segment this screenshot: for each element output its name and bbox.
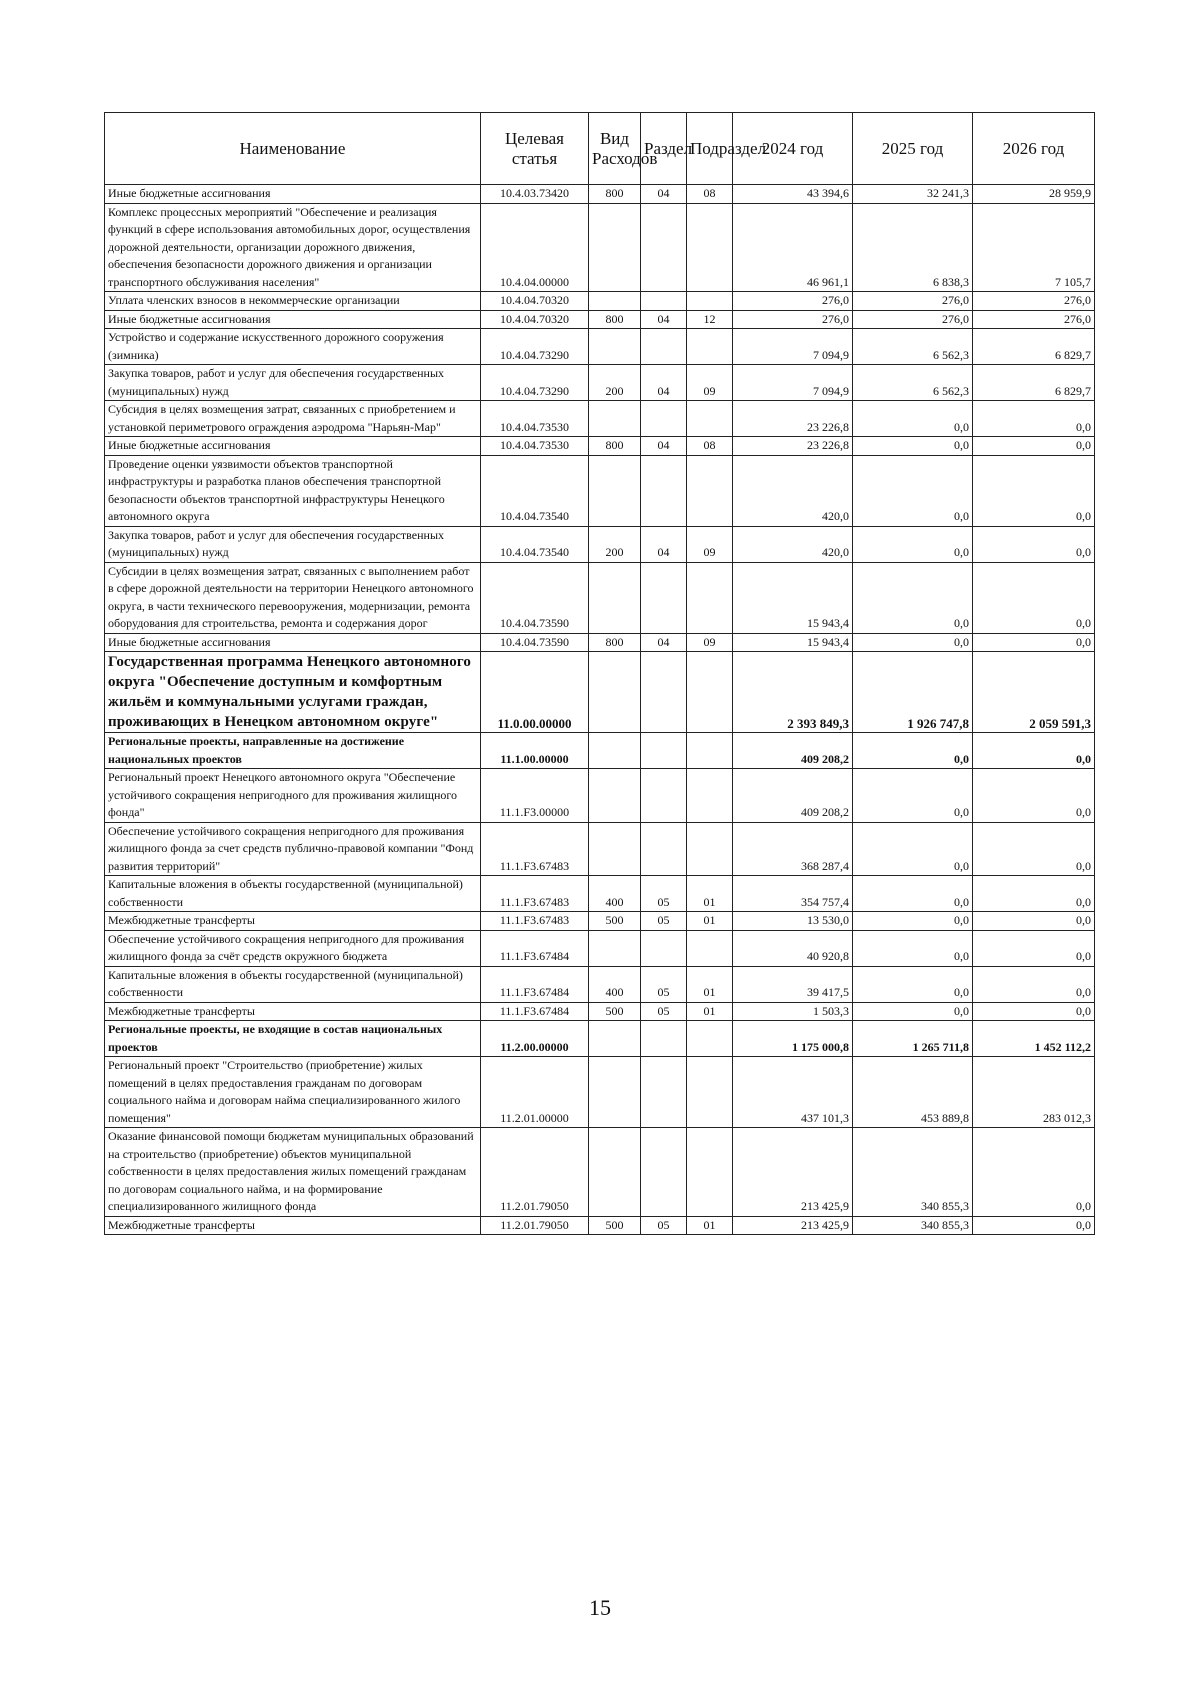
cell-name: Уплата членских взносов в некоммерческие организации (105, 292, 481, 311)
cell-2025: 6 562,3 (853, 329, 973, 365)
header-2026: 2026 год (973, 113, 1095, 185)
cell-type: 400 (589, 876, 641, 912)
cell-section (641, 329, 687, 365)
cell-2025: 340 855,3 (853, 1128, 973, 1217)
cell-name: Региональные проекты, не входящие в состав национальных проектов (105, 1021, 481, 1057)
cell-type (589, 455, 641, 526)
cell-2024: 1 175 000,8 (733, 1021, 853, 1057)
cell-name: Межбюджетные трансферты (105, 1216, 481, 1235)
cell-subsection (687, 562, 733, 633)
cell-section (641, 1057, 687, 1128)
cell-target: 10.4.04.73290 (481, 365, 589, 401)
cell-2026: 0,0 (973, 733, 1095, 769)
table-row (105, 455, 1095, 526)
cell-2026: 0,0 (973, 455, 1095, 526)
cell-2024: 46 961,1 (733, 203, 853, 292)
header-name: Наименование (105, 113, 481, 185)
cell-2025: 0,0 (853, 930, 973, 966)
cell-2025: 0,0 (853, 526, 973, 562)
cell-type: 200 (589, 365, 641, 401)
cell-2025: 0,0 (853, 1002, 973, 1021)
cell-target: 10.4.04.70320 (481, 310, 589, 329)
cell-section (641, 733, 687, 769)
cell-2026: 1 452 112,2 (973, 1021, 1095, 1057)
cell-name: Иные бюджетные ассигнования (105, 310, 481, 329)
cell-2025: 6 838,3 (853, 203, 973, 292)
cell-type (589, 769, 641, 823)
cell-2025: 0,0 (853, 562, 973, 633)
cell-name: Государственная программа Ненецкого автономного округа "Обеспечение доступным и комфортным жильём и коммунальными услугами граждан, проживающих в Ненецком автономном округе" (105, 652, 481, 733)
cell-2026: 276,0 (973, 292, 1095, 311)
table-row (105, 292, 1095, 311)
header-2024: 2024 год (733, 113, 853, 185)
cell-2026: 0,0 (973, 1128, 1095, 1217)
cell-2024: 420,0 (733, 455, 853, 526)
cell-2025: 340 855,3 (853, 1216, 973, 1235)
header-target: Целевая статья (481, 113, 589, 185)
cell-section: 05 (641, 1002, 687, 1021)
cell-2026: 0,0 (973, 526, 1095, 562)
cell-section: 05 (641, 1216, 687, 1235)
cell-section: 05 (641, 966, 687, 1002)
cell-2026: 283 012,3 (973, 1057, 1095, 1128)
cell-type: 500 (589, 1002, 641, 1021)
header-type: Вид Расходов (589, 113, 641, 185)
cell-section: 04 (641, 526, 687, 562)
cell-name: Закупка товаров, работ и услуг для обеспечения государственных (муниципальных) нужд (105, 526, 481, 562)
table-row (105, 930, 1095, 966)
cell-target: 11.1.F3.67483 (481, 822, 589, 876)
cell-section: 05 (641, 876, 687, 912)
cell-2025: 0,0 (853, 822, 973, 876)
cell-name: Капитальные вложения в объекты государственной (муниципальной) собственности (105, 966, 481, 1002)
cell-subsection: 01 (687, 1216, 733, 1235)
cell-2025: 276,0 (853, 292, 973, 311)
cell-target: 11.2.01.79050 (481, 1128, 589, 1217)
cell-section (641, 203, 687, 292)
cell-target: 11.2.01.00000 (481, 1057, 589, 1128)
cell-type: 800 (589, 633, 641, 652)
cell-2026: 0,0 (973, 1002, 1095, 1021)
cell-name: Межбюджетные трансферты (105, 912, 481, 931)
cell-target: 10.4.04.73590 (481, 633, 589, 652)
cell-name: Иные бюджетные ассигнования (105, 437, 481, 456)
cell-2024: 23 226,8 (733, 437, 853, 456)
cell-name: Комплекс процессных мероприятий "Обеспечение и реализация функций в сфере использования автомобильных дорог, осуществления дорожной деятельности, организации дорожного движения, обеспечения безопасности дорожного движения и организации транспортного обслуживания населения" (105, 203, 481, 292)
cell-2026: 0,0 (973, 1216, 1095, 1235)
cell-subsection: 08 (687, 185, 733, 204)
cell-type (589, 562, 641, 633)
cell-section: 04 (641, 365, 687, 401)
cell-name: Устройство и содержание искусственного дорожного сооружения (зимника) (105, 329, 481, 365)
cell-section (641, 292, 687, 311)
cell-2024: 39 417,5 (733, 966, 853, 1002)
cell-section (641, 401, 687, 437)
cell-type: 200 (589, 526, 641, 562)
cell-target: 11.1.F3.67484 (481, 1002, 589, 1021)
cell-2025: 0,0 (853, 769, 973, 823)
cell-name: Оказание финансовой помощи бюджетам муниципальных образований на строительство (приобретение) объектов муниципальной собственности в целях предоставления жилых помещений гражданам по договорам социального найма, и на формирование специализированного жилищного фонда (105, 1128, 481, 1217)
cell-name: Региональный проект Ненецкого автономного округа "Обеспечение устойчивого сокращения непригодного для проживания жилищного фонда" (105, 769, 481, 823)
cell-target: 11.2.00.00000 (481, 1021, 589, 1057)
cell-2026: 0,0 (973, 401, 1095, 437)
cell-target: 10.4.04.73540 (481, 455, 589, 526)
cell-2024: 368 287,4 (733, 822, 853, 876)
cell-subsection (687, 292, 733, 311)
cell-type: 400 (589, 966, 641, 1002)
cell-type: 800 (589, 185, 641, 204)
page-number: 15 (589, 1595, 611, 1620)
table-row (105, 966, 1095, 1002)
cell-target: 10.4.03.73420 (481, 185, 589, 204)
table-row (105, 310, 1095, 329)
cell-2024: 15 943,4 (733, 562, 853, 633)
cell-type (589, 203, 641, 292)
cell-type (589, 329, 641, 365)
cell-2024: 7 094,9 (733, 365, 853, 401)
table-row (105, 769, 1095, 823)
cell-section: 04 (641, 185, 687, 204)
cell-subsection (687, 930, 733, 966)
cell-subsection (687, 329, 733, 365)
table-row (105, 1128, 1095, 1217)
cell-subsection: 09 (687, 365, 733, 401)
cell-section (641, 822, 687, 876)
table-row (105, 633, 1095, 652)
table-row (105, 401, 1095, 437)
table-row (105, 365, 1095, 401)
cell-section: 05 (641, 912, 687, 931)
cell-2026: 28 959,9 (973, 185, 1095, 204)
cell-subsection (687, 1128, 733, 1217)
cell-2026: 6 829,7 (973, 365, 1095, 401)
cell-name: Иные бюджетные ассигнования (105, 633, 481, 652)
cell-2026: 0,0 (973, 930, 1095, 966)
cell-target: 11.1.F3.00000 (481, 769, 589, 823)
cell-subsection: 01 (687, 966, 733, 1002)
cell-2026: 0,0 (973, 966, 1095, 1002)
cell-2025: 0,0 (853, 876, 973, 912)
cell-2024: 213 425,9 (733, 1128, 853, 1217)
cell-type (589, 1057, 641, 1128)
cell-subsection: 01 (687, 876, 733, 912)
cell-section (641, 455, 687, 526)
cell-2024: 354 757,4 (733, 876, 853, 912)
cell-subsection: 01 (687, 1002, 733, 1021)
cell-2026: 0,0 (973, 437, 1095, 456)
cell-type: 800 (589, 437, 641, 456)
cell-2026: 0,0 (973, 633, 1095, 652)
cell-2026: 0,0 (973, 822, 1095, 876)
cell-section: 04 (641, 437, 687, 456)
table-row (105, 437, 1095, 456)
header-row (105, 113, 1095, 185)
cell-2024: 43 394,6 (733, 185, 853, 204)
cell-type (589, 822, 641, 876)
cell-subsection: 09 (687, 633, 733, 652)
cell-subsection: 08 (687, 437, 733, 456)
cell-target: 10.4.04.73290 (481, 329, 589, 365)
cell-subsection (687, 203, 733, 292)
cell-subsection: 09 (687, 526, 733, 562)
cell-2026: 6 829,7 (973, 329, 1095, 365)
cell-subsection (687, 1057, 733, 1128)
cell-name: Капитальные вложения в объекты государственной (муниципальной) собственности (105, 876, 481, 912)
cell-2025: 0,0 (853, 437, 973, 456)
cell-name: Закупка товаров, работ и услуг для обеспечения государственных (муниципальных) нужд (105, 365, 481, 401)
cell-2024: 40 920,8 (733, 930, 853, 966)
table-row (105, 562, 1095, 633)
cell-section (641, 1021, 687, 1057)
cell-subsection (687, 401, 733, 437)
cell-target: 11.1.F3.67483 (481, 912, 589, 931)
cell-subsection (687, 733, 733, 769)
cell-type (589, 1128, 641, 1217)
cell-subsection (687, 769, 733, 823)
cell-target: 10.4.04.73540 (481, 526, 589, 562)
cell-2024: 15 943,4 (733, 633, 853, 652)
cell-target: 10.4.04.73530 (481, 401, 589, 437)
cell-2024: 13 530,0 (733, 912, 853, 931)
cell-2025: 453 889,8 (853, 1057, 973, 1128)
cell-name: Межбюджетные трансферты (105, 1002, 481, 1021)
cell-target: 10.4.04.73530 (481, 437, 589, 456)
cell-2024: 1 503,3 (733, 1002, 853, 1021)
cell-2026: 0,0 (973, 912, 1095, 931)
budget-table (104, 112, 1095, 1235)
cell-2026: 0,0 (973, 876, 1095, 912)
cell-name: Субсидия в целях возмещения затрат, связанных с приобретением и установкой периметрового ограждения аэродрома "Нарьян-Мар" (105, 401, 481, 437)
cell-2024: 2 393 849,3 (733, 652, 853, 733)
cell-subsection (687, 652, 733, 733)
cell-target: 11.0.00.00000 (481, 652, 589, 733)
cell-2024: 276,0 (733, 292, 853, 311)
cell-name: Региональный проект "Строительство (приобретение) жилых помещений в целях предоставления гражданам по договорам социального найма и договорам найма специализированного жилого помещения" (105, 1057, 481, 1128)
cell-section (641, 652, 687, 733)
table-row (105, 733, 1095, 769)
cell-name: Иные бюджетные ассигнования (105, 185, 481, 204)
table-row (105, 1216, 1095, 1235)
table-row (105, 876, 1095, 912)
cell-2025: 1 265 711,8 (853, 1021, 973, 1057)
cell-type: 500 (589, 912, 641, 931)
table-row (105, 1021, 1095, 1057)
cell-target: 11.1.00.00000 (481, 733, 589, 769)
cell-name: Проведение оценки уязвимости объектов транспортной инфраструктуры и разработка планов обеспечения транспортной безопасности объектов транспортной инфраструктуры Ненецкого автономного округа (105, 455, 481, 526)
cell-section (641, 769, 687, 823)
cell-2024: 420,0 (733, 526, 853, 562)
cell-type (589, 930, 641, 966)
cell-2026: 276,0 (973, 310, 1095, 329)
cell-2025: 0,0 (853, 912, 973, 931)
table-row (105, 1002, 1095, 1021)
cell-section: 04 (641, 310, 687, 329)
cell-subsection: 12 (687, 310, 733, 329)
cell-2025: 6 562,3 (853, 365, 973, 401)
cell-2025: 0,0 (853, 733, 973, 769)
cell-2025: 0,0 (853, 966, 973, 1002)
cell-type: 800 (589, 310, 641, 329)
cell-subsection (687, 455, 733, 526)
cell-2026: 2 059 591,3 (973, 652, 1095, 733)
cell-target: 10.4.04.70320 (481, 292, 589, 311)
cell-2025: 1 926 747,8 (853, 652, 973, 733)
cell-name: Региональные проекты, направленные на достижение национальных проектов (105, 733, 481, 769)
cell-2024: 213 425,9 (733, 1216, 853, 1235)
cell-2026: 0,0 (973, 562, 1095, 633)
cell-2026: 0,0 (973, 769, 1095, 823)
table-row (105, 912, 1095, 931)
cell-2025: 276,0 (853, 310, 973, 329)
header-section: Раздел (641, 113, 687, 185)
cell-target: 10.4.04.73590 (481, 562, 589, 633)
cell-target: 11.2.01.79050 (481, 1216, 589, 1235)
cell-2025: 0,0 (853, 455, 973, 526)
table-row (105, 329, 1095, 365)
cell-target: 10.4.04.00000 (481, 203, 589, 292)
table-row (105, 652, 1095, 733)
cell-type (589, 401, 641, 437)
cell-type (589, 1021, 641, 1057)
cell-name: Обеспечение устойчивого сокращения непригодного для проживания жилищного фонда за счет средств публично-правовой компании "Фонд развития территорий" (105, 822, 481, 876)
cell-2025: 0,0 (853, 633, 973, 652)
cell-section (641, 1128, 687, 1217)
cell-2024: 409 208,2 (733, 769, 853, 823)
cell-section: 04 (641, 633, 687, 652)
cell-2025: 32 241,3 (853, 185, 973, 204)
cell-type (589, 733, 641, 769)
cell-2024: 409 208,2 (733, 733, 853, 769)
cell-subsection (687, 822, 733, 876)
table-row (105, 203, 1095, 292)
cell-type (589, 292, 641, 311)
table-row (105, 822, 1095, 876)
cell-2026: 7 105,7 (973, 203, 1095, 292)
cell-section (641, 930, 687, 966)
cell-section (641, 562, 687, 633)
cell-2024: 7 094,9 (733, 329, 853, 365)
header-2025: 2025 год (853, 113, 973, 185)
table-row (105, 1057, 1095, 1128)
header-subsection: Подраздел (687, 113, 733, 185)
cell-name: Субсидии в целях возмещения затрат, связанных с выполнением работ в сфере дорожной деятельности на территории Ненецкого автономного округа, в части технического перевооружения, модернизации, ремонта оборудования для строительства, ремонта и содержания дорог (105, 562, 481, 633)
cell-target: 11.1.F3.67483 (481, 876, 589, 912)
cell-2024: 23 226,8 (733, 401, 853, 437)
cell-subsection: 01 (687, 912, 733, 931)
cell-target: 11.1.F3.67484 (481, 966, 589, 1002)
table-body (105, 185, 1095, 1235)
table-row (105, 526, 1095, 562)
cell-name: Обеспечение устойчивого сокращения непригодного для проживания жилищного фонда за счёт средств окружного бюджета (105, 930, 481, 966)
cell-2025: 0,0 (853, 401, 973, 437)
cell-2024: 276,0 (733, 310, 853, 329)
table-row (105, 185, 1095, 204)
cell-2024: 437 101,3 (733, 1057, 853, 1128)
cell-target: 11.1.F3.67484 (481, 930, 589, 966)
cell-subsection (687, 1021, 733, 1057)
cell-type: 500 (589, 1216, 641, 1235)
cell-type (589, 652, 641, 733)
